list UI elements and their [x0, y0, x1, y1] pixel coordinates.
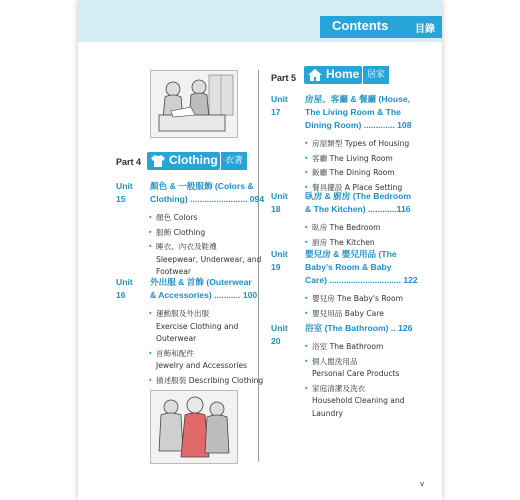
bullet: •: [304, 383, 309, 393]
item-line: 運動服及外出服: [156, 309, 210, 318]
item-line: 描述服裝 Describing Clothing: [156, 375, 264, 385]
bullet: •: [148, 213, 153, 222]
item-line: 餐具擺設 A Place Setting: [312, 182, 403, 192]
item-line: Exercise Clothing and: [156, 321, 239, 331]
item-line: Jewelry and Accessories: [156, 361, 248, 370]
item-line: 嬰兒用品 Baby Care: [312, 308, 384, 318]
bullet: •: [304, 237, 309, 247]
item-line: 客廳 The Living Room: [312, 153, 393, 163]
item-line: 嬰兒房 The Baby's Room: [312, 294, 403, 303]
item-text: [156, 227, 281, 240]
unit-title-line: The Living Room & The: [305, 107, 401, 117]
contents-title-zh: 目錄: [415, 24, 435, 35]
bullet: •: [304, 294, 309, 303]
part-5-badge: [304, 66, 362, 84]
part-5-zh: 居家: [362, 66, 389, 84]
item-line: 個人盥洗用品: [312, 356, 358, 366]
bullet: •: [304, 342, 309, 351]
item-line: 睡衣、內衣及鞋襪: [156, 242, 217, 251]
item-text: [156, 212, 281, 225]
item-line: 家庭清潔及洗衣: [312, 383, 366, 393]
item-line: 臥房 The Bedroom: [312, 223, 381, 232]
unit-title-line: Dining Room) ............. 108: [305, 120, 412, 130]
item-text: [312, 356, 437, 381]
unit-number: Unit 16: [116, 277, 133, 300]
bullet: •: [304, 308, 309, 318]
item-text: [156, 308, 281, 346]
unit-title: [305, 93, 445, 132]
unit-title-line: Care) .............................. 122: [305, 275, 418, 285]
item-line: 顏色 Colors: [156, 213, 198, 222]
unit-number: Unit 19: [271, 249, 288, 272]
unit-title: [150, 276, 290, 302]
unit-number: Unit 18: [271, 191, 288, 214]
item-line: 首飾和配件: [156, 348, 194, 358]
bullet: •: [148, 348, 153, 358]
part-4-label: Part 4: [116, 157, 142, 167]
unit-title: [305, 248, 445, 287]
unit-number: Unit 17: [271, 94, 288, 117]
part-4-name: Clothing: [169, 153, 218, 167]
bullet: •: [304, 168, 309, 177]
house-icon: [307, 68, 323, 82]
unit-title-line: & The Kitchen) ............116: [305, 204, 411, 214]
item-text: [312, 293, 437, 306]
part-4-zh: 衣著: [220, 152, 247, 170]
item-text: [312, 153, 437, 166]
item-line: Laundry: [312, 408, 343, 418]
shirt-icon: [150, 154, 166, 168]
bullet: •: [304, 356, 309, 366]
unit-title-line: 臥房 & 廚房 (The Bedroom: [305, 191, 411, 201]
part-5-label: Part 5: [271, 73, 297, 83]
item-text: [312, 383, 437, 421]
item-text: [312, 341, 437, 354]
bullet: •: [148, 309, 153, 318]
item-line: Sleepwear, Underwear, and: [156, 254, 262, 264]
unit-title-line: Baby's Room & Baby: [305, 262, 392, 272]
item-line: 廚房 The Kitchen: [312, 237, 375, 247]
part-5-name: Home: [326, 67, 360, 81]
item-text: [312, 308, 437, 321]
unit-title: [305, 190, 445, 216]
contents-title: Contents: [332, 18, 389, 33]
unit-title-line: 外出服 & 首飾 (Outerwear: [150, 277, 252, 287]
item-line: Household Cleaning and: [312, 396, 405, 405]
bullet: •: [148, 242, 153, 251]
item-text: [156, 241, 281, 279]
item-line: 浴室 The Bathroom: [312, 342, 384, 351]
item-line: 房屋類型 Types of Housing: [312, 139, 410, 148]
part-4-badge: [147, 152, 220, 170]
item-text: [312, 138, 437, 151]
item-line: Outerwear: [156, 334, 197, 343]
unit-number: Unit 20: [271, 323, 288, 346]
illustration-clothing: [150, 390, 238, 464]
bullet: •: [304, 139, 309, 148]
bullet: •: [148, 227, 153, 237]
page-number: v: [420, 480, 425, 488]
item-text: [312, 167, 437, 180]
unit-title-line: 浴室 (The Bathroom) .. 126: [305, 323, 413, 333]
unit-title-line: & Accessories) ........... 100: [150, 290, 258, 300]
illustration-laundry: [150, 70, 238, 138]
unit-number: Unit 15: [116, 181, 133, 204]
unit-title: [150, 180, 290, 206]
item-text: [312, 222, 437, 235]
unit-title-line: 嬰兒房 & 嬰兒用品 (The: [305, 249, 397, 259]
item-line: Personal Care Products: [312, 369, 400, 378]
item-line: 飯廳 The Dining Room: [312, 168, 395, 177]
bullet: •: [148, 375, 153, 385]
unit-title: [305, 322, 445, 335]
bullet: •: [304, 153, 309, 163]
bullet: •: [304, 223, 309, 232]
unit-title-line: 顏色 & 一般服飾 (Colors &: [150, 181, 254, 191]
item-text: [156, 375, 281, 388]
item-line: 服飾 Clothing: [156, 227, 206, 237]
unit-title-line: Clothing) ........................ 094: [150, 194, 265, 204]
unit-title-line: 房屋、客廳 & 餐廳 (House,: [305, 94, 411, 104]
contents-tab: [320, 16, 442, 38]
item-line: Footwear: [156, 267, 192, 276]
bullet: •: [304, 182, 309, 192]
item-text: [156, 348, 281, 373]
